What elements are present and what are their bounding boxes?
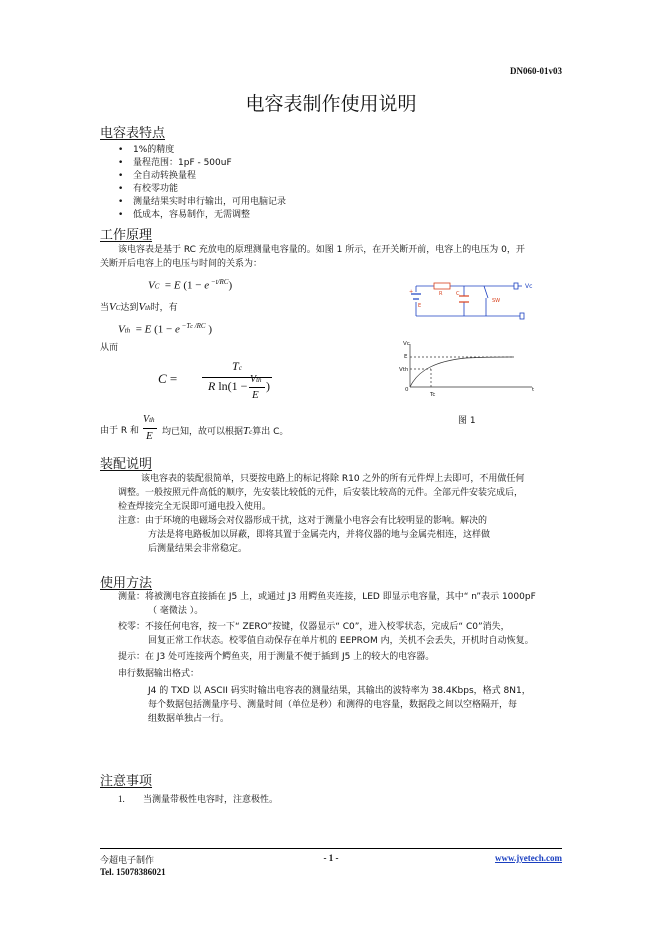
principle-text-2: 关断开后电容上的电压与时间的关系为： xyxy=(100,259,263,269)
formula-capacitance: C = Tc R ln(1 − Vth E ) xyxy=(158,359,270,401)
assembly-note-2: 方法是将电路板加以屏蔽，即将其置于金属壳内，并将仪器的地与金属壳相连，这样做 xyxy=(148,530,491,540)
assembly-heading: 装配说明 xyxy=(100,457,153,472)
list-item: • 测量结果实时串行输出，可用电脑记录 xyxy=(118,197,287,207)
circuit-diagram xyxy=(411,283,524,319)
page-title: 电容表制作使用说明 xyxy=(245,93,417,115)
formula-threshold: Vth = E (1 − e $^{-Tc /RC}$ ) xyxy=(118,322,213,336)
list-item: • 全自动转换量程 xyxy=(118,171,197,181)
usage-heading: 使用方法 xyxy=(100,576,153,591)
page-number: - 1 - xyxy=(323,853,339,863)
usage-hint: 提示：在 J3 处可连接两个鳄鱼夹，用于测量不便于插到 J5 上的较大的电容器。 xyxy=(118,652,435,662)
figure-caption: 图 1 xyxy=(458,416,476,426)
list-item: • 量程范围：1pF - 500uF xyxy=(118,158,232,168)
usage-serial-3: 组数据单独占一行。 xyxy=(148,714,230,724)
label-sw: SW xyxy=(492,298,501,304)
list-item: • 有校零功能 xyxy=(118,184,179,194)
footer-divider xyxy=(100,848,562,849)
list-item: • 1%的精度 xyxy=(118,145,175,155)
website-link[interactable]: www.jyetech.com xyxy=(495,853,562,863)
document-id: DN060-01v03 xyxy=(510,66,562,76)
usage-measure-1: 测量：将被测电容直接插在 J5 上，或通过 J3 用鳄鱼夹连接，LED 即显示电容量，其中“ n”表示 1000pF xyxy=(118,592,536,602)
label-vc: Vc xyxy=(525,283,533,290)
features-list xyxy=(118,144,286,222)
resistor-symbol xyxy=(434,283,450,289)
usage-serial-1: J4 的 TXD 以 ASCII 码实时输出电容表的测量结果，其输出的波特率为 38.4Kbps，格式 8N1， xyxy=(148,686,531,696)
footer-phone: Tel. 15078386021 xyxy=(100,867,166,877)
hence-label: 从而 xyxy=(100,343,119,353)
principle-heading: 工作原理 xyxy=(100,228,153,243)
assembly-line-1: 该电容表的装配很简单，只要按电路上的标记将除 R10 之外的所有元件焊上去即可，不用做任何 xyxy=(141,474,525,484)
label-e-axis: E xyxy=(404,354,408,360)
usage-measure-2: （ 毫微法 ）。 xyxy=(148,606,204,616)
cautions-heading: 注意事项 xyxy=(100,774,153,789)
label-vc-axis: Vc xyxy=(403,341,410,347)
assembly-note-1: 注意：由于环境的电磁场会对仪器形成干扰，这对于测量小电容会有比较明显的影响。解决的 xyxy=(118,516,488,526)
usage-serial-heading: 串行数据输出格式： xyxy=(118,669,200,679)
plus-sign: + xyxy=(409,289,414,295)
usage-zero-2: 回复正常工作状态。校零值自动保存在单片机的 EEPROM 内，关机不会丢失，开机时自动恢复。 xyxy=(148,636,534,646)
usage-zero-1: 校零：不接任何电容，按一下“ ZERO”按键，仪器显示“ C0”，进入校零状态，完成后“ C0”消失， xyxy=(118,622,510,632)
vc-terminal xyxy=(514,283,518,289)
figure-1 xyxy=(396,278,552,408)
principle-text-1: 该电容表是基于 RC 充放电的原理测量电容量的。如图 1 所示，在开关断开前，电容上的电压为 0，开 xyxy=(118,245,525,255)
label-r: R xyxy=(439,291,443,297)
usage-serial-2: 每个数据包括测量序号、测量时间（单位是秒）和测得的电容量，数据段之间以空格隔开，每 xyxy=(148,700,518,710)
charge-curve xyxy=(410,357,514,387)
label-tc: Tc xyxy=(430,392,436,398)
label-e: E xyxy=(418,303,422,309)
condition-line: 当VC达到Vth时，有 xyxy=(100,301,178,313)
label-t: t xyxy=(532,387,535,393)
formula-charge: VC = E (1 − e $^{-t/RC}$) xyxy=(148,278,233,292)
list-item: • 低成本，容易制作，无需调整 xyxy=(118,210,251,220)
footer-maker: 今超电子制作 xyxy=(100,856,155,866)
assembly-line-3: 检查焊接完全无误即可通电投入使用。 xyxy=(118,502,272,512)
assembly-note-3: 后测量结果会非常稳定。 xyxy=(148,544,248,554)
charge-curve-graph xyxy=(410,344,532,387)
label-zero: 0 xyxy=(405,387,409,393)
ground-terminal xyxy=(520,313,524,319)
list-item: 1. 当测量带极性电容时，注意极性。 xyxy=(118,794,279,805)
label-vth: Vth xyxy=(399,367,409,373)
label-c: C xyxy=(456,291,460,297)
assembly-line-2: 调整。一般按照元件高低的顺序，先安装比较低的元件，后安装比较高的元件。全部元件安装完成后， xyxy=(118,488,524,498)
features-heading: 电容表特点 xyxy=(100,126,166,141)
